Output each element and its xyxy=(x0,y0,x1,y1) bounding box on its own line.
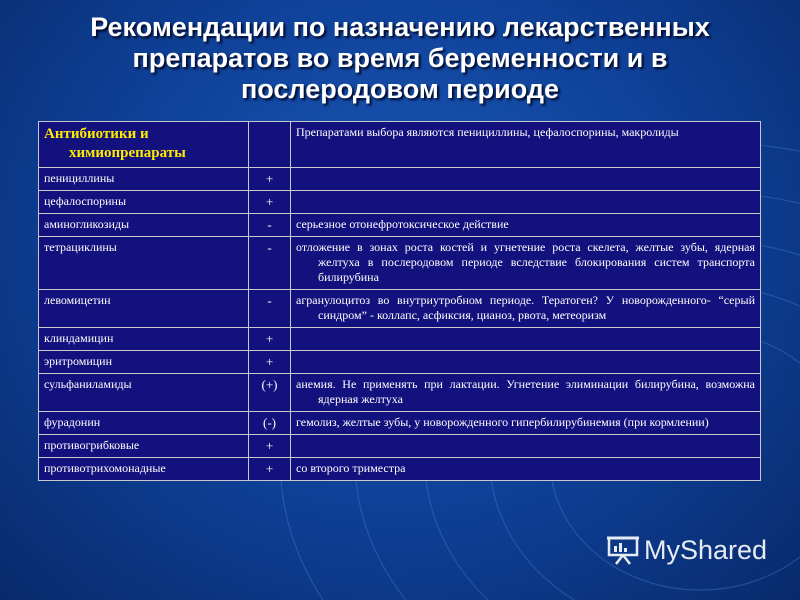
drug-name-cell: эритромицин xyxy=(39,351,249,374)
effect-note-text: агранулоцитоз во внутриутробном периоде. Тератоген? У новорожденного- “серый синдром” - коллапс, асфиксия, цианоз, рвота, метеоризм xyxy=(296,293,755,322)
myshared-watermark xyxy=(606,535,767,565)
effect-note-cell xyxy=(291,435,761,458)
recommendation-mark-cell: - xyxy=(249,214,291,237)
recommendation-mark-cell: + xyxy=(249,168,291,191)
recommendation-mark-cell: + xyxy=(249,328,291,351)
table-row xyxy=(39,168,761,191)
effect-note-text: анемия. Не применять при лактации. Угнетение элиминации билирубина, возможна ядерная желтуха xyxy=(296,377,755,406)
table-row xyxy=(39,435,761,458)
drug-name-cell: противотрихомонадные xyxy=(39,458,249,481)
effect-note-text: со второго триместра xyxy=(296,461,406,475)
effect-note-cell xyxy=(291,412,761,435)
header-name-text: Антибиотики и химиопрепараты xyxy=(44,126,186,161)
effect-note-cell xyxy=(291,458,761,481)
recommendation-mark-cell: - xyxy=(249,237,291,290)
watermark-text: MyShared xyxy=(644,535,768,565)
drug-name-cell: левомицетин xyxy=(39,290,249,328)
effect-note-cell xyxy=(291,191,761,214)
drug-name-cell: фурадонин xyxy=(39,412,249,435)
table-header-row xyxy=(39,122,761,168)
recommendation-mark-cell: + xyxy=(249,351,291,374)
drug-name-cell: аминогликозиды xyxy=(39,214,249,237)
recommendation-mark-cell: + xyxy=(249,191,291,214)
effect-note-cell xyxy=(291,351,761,374)
header-note-cell xyxy=(291,122,761,168)
recommendation-mark-cell: - xyxy=(249,290,291,328)
table-row xyxy=(39,290,761,328)
header-name-cell xyxy=(39,122,249,168)
effect-note-cell xyxy=(291,328,761,351)
table-row xyxy=(39,214,761,237)
recommendation-mark-cell: (-) xyxy=(249,412,291,435)
effect-note-text: серьезное отонефротоксическое действие xyxy=(296,217,509,231)
effect-note-cell xyxy=(291,214,761,237)
recommendation-mark-cell: + xyxy=(249,458,291,481)
table-row xyxy=(39,374,761,412)
drug-table xyxy=(38,121,761,481)
effect-note-cell xyxy=(291,237,761,290)
drug-name-cell: клиндамицин xyxy=(39,328,249,351)
header-mark-cell xyxy=(249,122,291,168)
table-row xyxy=(39,458,761,481)
table-row xyxy=(39,412,761,435)
table-row xyxy=(39,351,761,374)
drug-name-cell: сульфаниламиды xyxy=(39,374,249,412)
table-row xyxy=(39,237,761,290)
drug-name-cell: противогрибковые xyxy=(39,435,249,458)
presentation-board-icon xyxy=(606,535,640,565)
effect-note-cell xyxy=(291,168,761,191)
table-row xyxy=(39,328,761,351)
slide-title: Рекомендации по назначению лекарственных препаратов во время беременности и в послеродовом периоде xyxy=(90,12,710,104)
header-note-text: Препаратами выбора являются пенициллины, цефалоспорины, макролиды xyxy=(296,125,679,139)
effect-note-cell xyxy=(291,374,761,412)
recommendation-mark-cell: (+) xyxy=(249,374,291,412)
effect-note-text: отложение в зонах роста костей и угнетение роста скелета, желтые зубы, ядерная желтуха в послеродовом периоде вследствие блокирования систем транспорта билирубина xyxy=(296,240,755,284)
effect-note-cell xyxy=(291,290,761,328)
recommendation-mark-cell: + xyxy=(249,435,291,458)
table-row xyxy=(39,191,761,214)
drug-name-cell: пенициллины xyxy=(39,168,249,191)
drug-name-cell: тетрациклины xyxy=(39,237,249,290)
drug-name-cell: цефалоспорины xyxy=(39,191,249,214)
effect-note-text: гемолиз, желтые зубы, у новорожденного гипербилирубинемия (при кормлении) xyxy=(296,415,709,429)
